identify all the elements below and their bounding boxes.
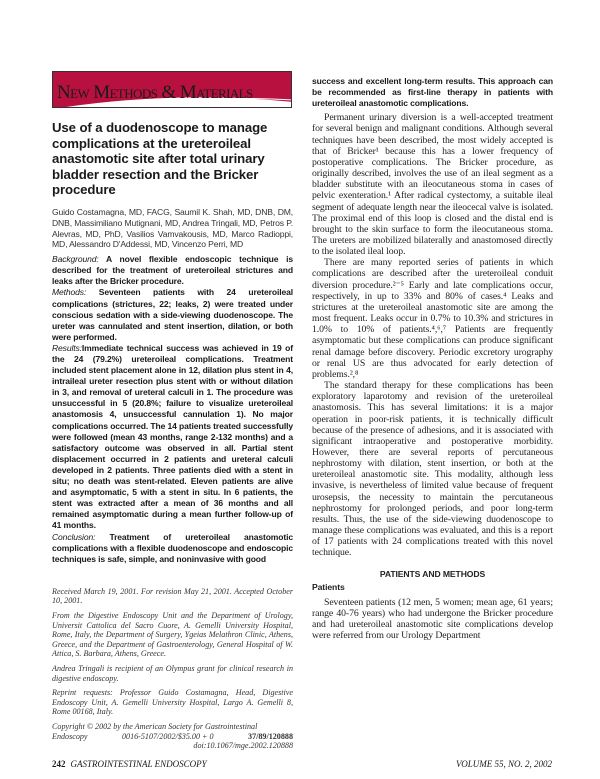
section-heading: PATIENTS AND METHODS — [379, 568, 486, 579]
subsection-heading: Patients — [312, 581, 345, 592]
article-notes — [52, 587, 293, 751]
abstract — [52, 254, 293, 565]
abstract-text: Immediate technical success was achieved in 19 of the 24 (79.2%) ureteroileal complications. Treatment included stent placement alone in 12, dilation plus stent in 4, intraileal ureter resection plus stent with or without dilation in 3, and removal of ureteral calculi in 1. The procedure was unsuccessful in 5 (20.8%; failure to visualize ureteroileal anastomosis 4, unsuccessful cannulation 1). No major complications occurred. The 14 patients treated successfully were followed (mean 43 months, range 2-132 months) and a satisfactory outcome was observed in all. Partial stent displacement occurred in 2 patients and ureteral calculi developed in 2 patients. Three patients died with a stent in situ; no death was stent-related. Eleven patients are alive and asymptomatic, 5 with a stent in situ. In 6 patients, the stent was extracted after a mean of 36 months and all remained asymptomatic during a mean further follow-up of 41 months. — [52, 342, 293, 531]
article-title: Use of a duodenoscope to manage complications at the ureteroileal anastomotic site after total urinary bladder resection and the Bricker procedure — [52, 120, 268, 198]
footer-volume: VOLUME 55, NO. 2, 2002 — [456, 759, 552, 769]
abstract-label: Background: — [52, 254, 99, 265]
right-column — [312, 76, 553, 641]
abstract-text: Treatment of ureteroileal anastomotic complications with a flexible duodenoscope and endoscopic techniques is safe, simple, and noninvasive with good — [52, 531, 293, 564]
body-paragraph: Seventeen patients (12 men, 5 women; mean age, 61 years; range 40-76 years) who had undergone the Bricker procedure and had ureteroileal anastomotic site complications develop were referred from our Urology Department — [312, 596, 553, 642]
footer-left — [52, 759, 207, 770]
affiliation-note: From the Digestive Endoscopy Unit and the Department of Urology, Universit Cattolica del Sacro Cuore, A. Gemelli University Hospital, Rome, Italy, the Department of Surgery, Ygeias Melathron Clinic, Athens, Greece, and the Department of Gastroenterology, General Hospital of W. Attica, S. Barbara, Athens, Greece. — [52, 610, 293, 659]
abstract-background — [52, 254, 293, 287]
abstract-label: Conclusion: — [52, 531, 96, 542]
abstract-text: A novel flexible endoscopic technique is described for the treatment of ureteroileal strictures and leaks after the Bricker procedure. — [52, 254, 293, 287]
abstract-methods — [52, 287, 293, 342]
banner-label: New Methods & Materials — [57, 82, 253, 103]
issn: 0016-5107/2002/$35.00 + 0 — [121, 731, 214, 741]
author-list: Guido Costamagna, MD, FACG, Saumil K. Shah, MD, DNB, DM, DNB, Massimiliano Mutignani, MD, Andrea Tringali, MD, Petros P. Alevras, MD, PhD, Vasilios Vamvakousis, MD, Marco Radioppi, MD, Alessandro D'Addessi, MD, Vincenzo Perri, MD — [52, 206, 293, 250]
body-paragraph: There are many reported series of patients in which complications are described after the ureteroileal conduit diversion procedure.²⁻⁵ Early and late complications occur, respectively, in up to 33% and 80% of cases.⁴ Leaks and strictures at the ureteroileal anastomotic site are among the most frequent. Leaks occur in 0.7% to 10.3% and strictures in 1.0% to 10% of patients.⁴,⁶,⁷ Patients are frequently asymptomatic but these complications can produce significant renal damage before discovery. Periodic excretory urography or renal US are thus advocated for early detection of problems.²,⁸ — [312, 257, 553, 380]
doi: doi:10.1067/mge.2002.120888 — [193, 741, 293, 751]
body-paragraph: The standard therapy for these complications has been exploratory laparotomy and revision of the ureteroileal anastomosis. This has several limitations: it is a major operation in poor-risk patients, it is technically difficult because of the presence of adhesions, and it is associated with significant intraoperative and postoperative morbidity. However, there are several reports of percutaneous nephrostomy with dilation, stent insertion, or both at the ureteroileal anastomotic site. This modality, although less invasive, is nevertheless of limited value because of frequent urosepsis, the necessity to maintain the percutaneous nephrostomy for prolonged periods, and poor long-term results. Thus, the use of the side-viewing duodenoscope to manage these complications was evaluated, and this is a report of 17 patients with 24 complications treated with this novel technique. — [312, 380, 553, 559]
received-note: Received March 19, 2001. For revision May 21, 2001. Accepted October 10, 2001. — [52, 586, 293, 606]
abstract-label: Results: — [52, 342, 82, 353]
article-code: 37/89/120888 — [248, 731, 293, 741]
page-number: 242 — [52, 759, 66, 769]
abstract-continued: success and excellent long-term results. This approach can be recommended as first-line therapy in patients with ureteroileal anastomotic complications. — [312, 76, 553, 109]
abstract-label: Methods: — [52, 287, 87, 298]
grant-note: Andrea Tringali is recipient of an Olympus grant for clinical research in digestive endoscopy. — [52, 663, 293, 683]
article-body — [312, 76, 553, 641]
abstract-conclusion — [52, 532, 293, 565]
reprint-note: Reprint requests: Professor Guido Costamagna, Head, Digestive Endoscopy Unit, A. Gemelli University Hospital, Largo A. Gemelli 8, Rome 00168, Italy. — [52, 688, 293, 717]
journal-name: GASTROINTESTINAL ENDOSCOPY — [70, 759, 207, 769]
copyright-row — [52, 732, 293, 742]
body-paragraph: Permanent urinary diversion is a well-accepted treatment for several benign and malignant conditions. Although several techniques have been described, the most widely accepted is that of Bricker¹ because this has a lower frequency of postoperative complications. The Bricker procedure, as originally described, involves the use of an ileal segment as a bladder substitute with an ileocutaneous stoma in cases of pelvic exenteration.¹ After radical cystectomy, a suitable ileal segment of adequate length near the ileocecal valve is isolated. The proximal end of this loop is closed and the distal end is brought to the skin surface to form the ileocutaneous stoma. The ureters are mobilized bilaterally and anastomosed directly to the isolated ileal loop. — [312, 112, 553, 258]
abstract-results — [52, 343, 293, 532]
left-column — [52, 71, 293, 751]
copyright-journal: Endoscopy — [52, 731, 88, 741]
copyright-note: Copyright © 2002 by the American Society for Gastrointestinal — [52, 721, 258, 731]
abstract-text: Seventeen patients with 24 ureteroileal complications (strictures, 22; leaks, 2) were treated under conscious sedation with a side-viewing duodenoscope. The ureter was cannulated and stent insertion, dilation, or both were performed. — [52, 287, 293, 342]
section-banner — [52, 71, 292, 108]
